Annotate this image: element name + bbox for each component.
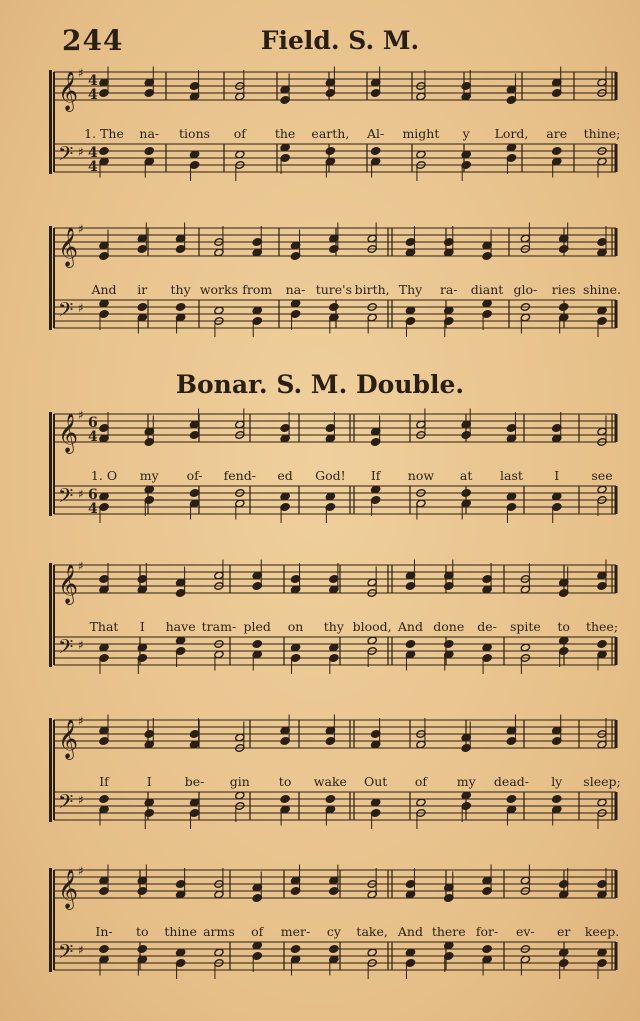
- music-system: [54, 404, 616, 534]
- time-signature-bottom: 4: [88, 87, 98, 103]
- lyric-syllable: That: [89, 619, 119, 634]
- lyric-syllable: If: [370, 468, 381, 483]
- lyric-syllable: God!: [315, 468, 346, 483]
- note-head: [482, 945, 492, 954]
- lyric-syllable: keep.: [584, 924, 620, 939]
- note-head: [329, 945, 339, 954]
- lyric-syllable: ra-: [439, 282, 458, 297]
- lyric-syllable: sleep;: [583, 774, 621, 789]
- music-system: [54, 62, 621, 192]
- music-system: [54, 860, 620, 990]
- time-signature-top: 4: [88, 73, 98, 89]
- lyric-syllable: glo-: [513, 282, 538, 297]
- lyric-syllable: na-: [139, 126, 160, 141]
- lyric-syllable: spite: [509, 619, 541, 634]
- lyric-syllable: of: [414, 774, 427, 789]
- lyric-syllable: earth,: [311, 126, 350, 141]
- lyric-syllable: cy: [326, 924, 341, 939]
- bass-clef-icon: 𝄢: [58, 298, 74, 326]
- key-sharp-icon: ♯: [78, 487, 84, 501]
- time-signature-top: 6: [88, 415, 98, 431]
- lyric-syllable: tions: [179, 126, 211, 141]
- lyric-syllable: now: [407, 468, 435, 483]
- treble-clef-icon: 𝄞: [58, 413, 79, 453]
- key-sharp-icon: ♯: [78, 222, 84, 236]
- note-head: [176, 303, 186, 312]
- note-head: [137, 945, 147, 954]
- lyric-syllable: Out: [363, 774, 388, 789]
- note-head: [552, 147, 562, 156]
- note-head: [559, 303, 569, 312]
- lyric-syllable: for-: [475, 924, 499, 939]
- key-sharp-icon: ♯: [78, 66, 84, 80]
- lyric-syllable: wake: [313, 774, 347, 789]
- lyric-syllable: ture's: [315, 282, 352, 297]
- lyric-syllable: last: [500, 468, 523, 483]
- lyric-syllable: thy: [170, 282, 191, 297]
- lyric-syllable: Lord,: [494, 126, 529, 141]
- lyric-syllable: dead-: [493, 774, 529, 789]
- key-sharp-icon: ♯: [78, 714, 84, 728]
- lyric-syllable: of: [233, 126, 246, 141]
- time-signature-bottom: 4: [88, 501, 98, 517]
- time-signature-top: 4: [88, 145, 98, 161]
- note-head: [444, 640, 454, 649]
- lyric-syllable: might: [402, 126, 440, 141]
- system-bracket: [49, 563, 52, 667]
- lyric-syllable: ed: [277, 468, 293, 483]
- lyric-syllable: have: [165, 619, 196, 634]
- note-head: [597, 640, 607, 649]
- lyric-syllable: see: [591, 468, 613, 483]
- lyric-syllable: And: [397, 924, 423, 939]
- lyric-syllable: of: [251, 924, 264, 939]
- lyric-syllable: the: [274, 126, 296, 141]
- lyric-syllable: 1. The: [84, 126, 124, 141]
- lyric-syllable: 1. O: [90, 468, 118, 483]
- lyric-syllable: works: [199, 282, 239, 297]
- lyric-syllable: tram-: [201, 619, 237, 634]
- lyric-syllable: shine.: [583, 282, 621, 297]
- lyric-syllable: And: [397, 619, 423, 634]
- lyric-syllable: to: [136, 924, 149, 939]
- bass-clef-icon: 𝄢: [58, 940, 74, 968]
- note-head: [280, 795, 290, 804]
- lyric-syllable: done: [433, 619, 465, 634]
- note-head: [325, 147, 335, 156]
- lyric-syllable: ries: [551, 282, 576, 297]
- lyric-syllable: ev-: [516, 924, 535, 939]
- note-head: [461, 489, 471, 498]
- lyric-syllable: from: [242, 282, 273, 297]
- lyric-syllable: na-: [285, 282, 306, 297]
- lyric-syllable: of-: [186, 468, 203, 483]
- lyric-syllable: If: [99, 774, 109, 789]
- note-head: [325, 795, 335, 804]
- lyric-syllable: Thy: [398, 282, 423, 297]
- lyric-syllable: there: [431, 924, 466, 939]
- note-head: [252, 640, 262, 649]
- lyric-syllable: to: [278, 774, 292, 789]
- music-system: [54, 555, 619, 685]
- lyric-syllable: birth,: [354, 282, 390, 297]
- bass-clef-icon: 𝄢: [58, 635, 74, 663]
- lyric-syllable: er: [557, 924, 571, 939]
- key-sharp-icon: ♯: [78, 864, 84, 878]
- note-head: [189, 489, 199, 498]
- lyric-syllable: pled: [243, 619, 271, 634]
- lyric-syllable: thine: [164, 924, 197, 939]
- lyric-syllable: ly: [551, 774, 563, 789]
- bass-clef-icon: 𝄢: [58, 142, 74, 170]
- lyric-syllable: mer-: [280, 924, 311, 939]
- page-number: 244: [62, 24, 124, 57]
- lyric-syllable: thy: [323, 619, 344, 634]
- lyric-syllable: And: [91, 282, 117, 297]
- lyric-syllable: fend-: [223, 468, 256, 483]
- lyric-syllable: y: [462, 126, 470, 141]
- key-sharp-icon: ♯: [78, 559, 84, 573]
- note-head: [144, 147, 154, 156]
- lyric-syllable: I: [146, 774, 152, 789]
- treble-clef-icon: 𝄞: [58, 564, 79, 604]
- hymn-title-bonar: Bonar. S. M. Double.: [175, 370, 465, 399]
- key-sharp-icon: ♯: [78, 145, 84, 159]
- key-sharp-icon: ♯: [78, 408, 84, 422]
- lyric-syllable: I: [139, 619, 145, 634]
- lyric-syllable: arms: [203, 924, 235, 939]
- lyric-syllable: thine;: [583, 126, 621, 141]
- lyric-syllable: are: [546, 126, 568, 141]
- lyric-syllable: be-: [184, 774, 205, 789]
- system-bracket: [49, 868, 52, 972]
- note-head: [290, 945, 300, 954]
- system-bracket: [49, 412, 52, 516]
- lyric-syllable: de-: [477, 619, 497, 634]
- system-bracket: [49, 70, 52, 174]
- system-bracket: [49, 226, 52, 330]
- note-head: [405, 640, 415, 649]
- key-sharp-icon: ♯: [78, 638, 84, 652]
- note-head: [99, 945, 109, 954]
- note-head: [371, 147, 381, 156]
- treble-clef-icon: 𝄞: [58, 869, 79, 909]
- note-head: [506, 795, 516, 804]
- treble-clef-icon: 𝄞: [58, 227, 79, 267]
- system-bracket: [49, 718, 52, 822]
- lyric-syllable: to: [557, 619, 570, 634]
- time-signature-top: 6: [88, 487, 98, 503]
- key-sharp-icon: ♯: [78, 943, 84, 957]
- lyric-syllable: at: [459, 468, 473, 483]
- music-system: [54, 710, 621, 840]
- treble-clef-icon: 𝄞: [58, 719, 79, 759]
- lyric-syllable: I: [554, 468, 560, 483]
- note-head: [99, 795, 109, 804]
- lyric-syllable: In-: [95, 924, 113, 939]
- lyric-syllable: my: [139, 468, 159, 483]
- lyric-syllable: thee;: [585, 619, 619, 634]
- bass-clef-icon: 𝄢: [58, 484, 74, 512]
- bass-clef-icon: 𝄢: [58, 790, 74, 818]
- time-signature-bottom: 4: [88, 159, 98, 175]
- note-head: [552, 795, 562, 804]
- key-sharp-icon: ♯: [78, 301, 84, 315]
- music-system: [54, 218, 621, 348]
- time-signature-bottom: 4: [88, 429, 98, 445]
- treble-clef-icon: 𝄞: [58, 71, 79, 111]
- key-sharp-icon: ♯: [78, 793, 84, 807]
- lyric-syllable: gin: [229, 774, 250, 789]
- lyric-syllable: my: [456, 774, 476, 789]
- lyric-syllable: Al-: [367, 126, 385, 141]
- note-head: [329, 303, 339, 312]
- lyric-syllable: take,: [356, 924, 388, 939]
- note-head: [99, 147, 109, 156]
- note-head: [137, 303, 147, 312]
- hymn-title-field: Field. S. M.: [260, 26, 420, 55]
- lyric-syllable: ir: [137, 282, 148, 297]
- lyric-syllable: blood,: [352, 619, 392, 634]
- lyric-syllable: on: [287, 619, 304, 634]
- lyric-syllable: diant: [470, 282, 504, 297]
